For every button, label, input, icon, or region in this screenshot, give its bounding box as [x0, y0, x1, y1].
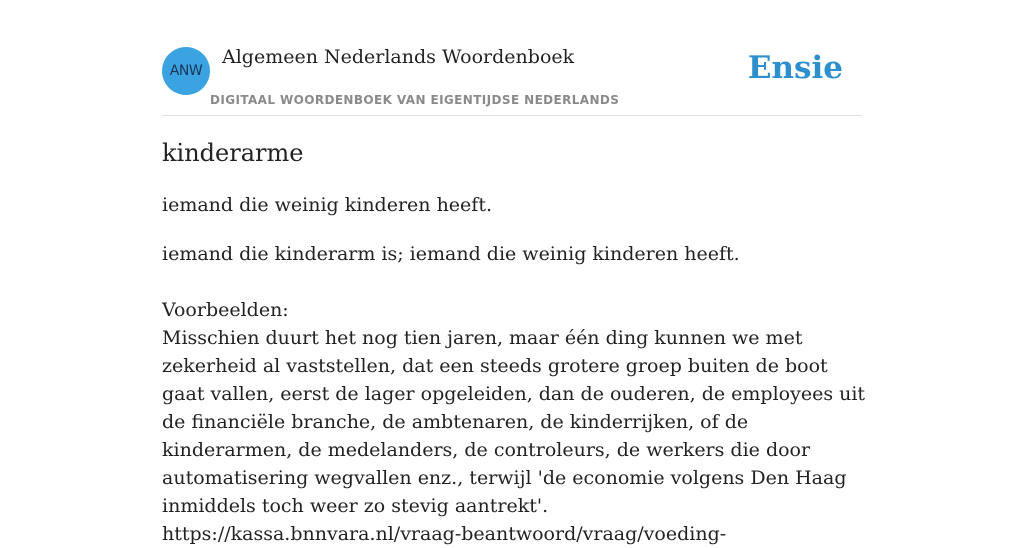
header-divider — [162, 115, 862, 116]
long-definition: iemand die kinderarm is; iemand die weinig kinderen heeft. — [162, 243, 740, 265]
paragraph-gap — [162, 268, 867, 296]
entry-description — [162, 240, 867, 548]
logo-text: ANW — [169, 63, 203, 79]
short-definition: iemand die weinig kinderen heeft. — [162, 194, 492, 216]
example-text: Misschien duurt het nog tien jaren, maar één ding kunnen we met zekerheid al vaststellen, dat een steeds grotere groep buiten de boot gaat vallen, eerst de lager opgeleiden, dan de ouderen, de employees uit de financiële branche, de ambtenaren, de kinderrijken, of de kinderarmen, de medelanders, de controleurs, de werkers die door automatisering wegvallen enz., terwijl 'de economie volgens Den Haag inmiddels toch weer zo stevig aantrekt'. — [162, 327, 866, 517]
source-link[interactable]: https://kassa.bnnvara.nl/vraag-beantwoord/vraag/voeding- — [162, 523, 727, 545]
site-subtitle: DIGITAAL WOORDENBOEK VAN EIGENTIJDSE NEDERLANDS — [210, 93, 620, 107]
entry-title: kinderarme — [162, 139, 304, 167]
site-title[interactable]: Algemeen Nederlands Woordenboek — [222, 46, 575, 68]
ensie-brand-logo[interactable]: Ensie — [747, 50, 843, 86]
anw-logo[interactable] — [162, 47, 210, 95]
examples-label: Voorbeelden: — [162, 299, 289, 321]
